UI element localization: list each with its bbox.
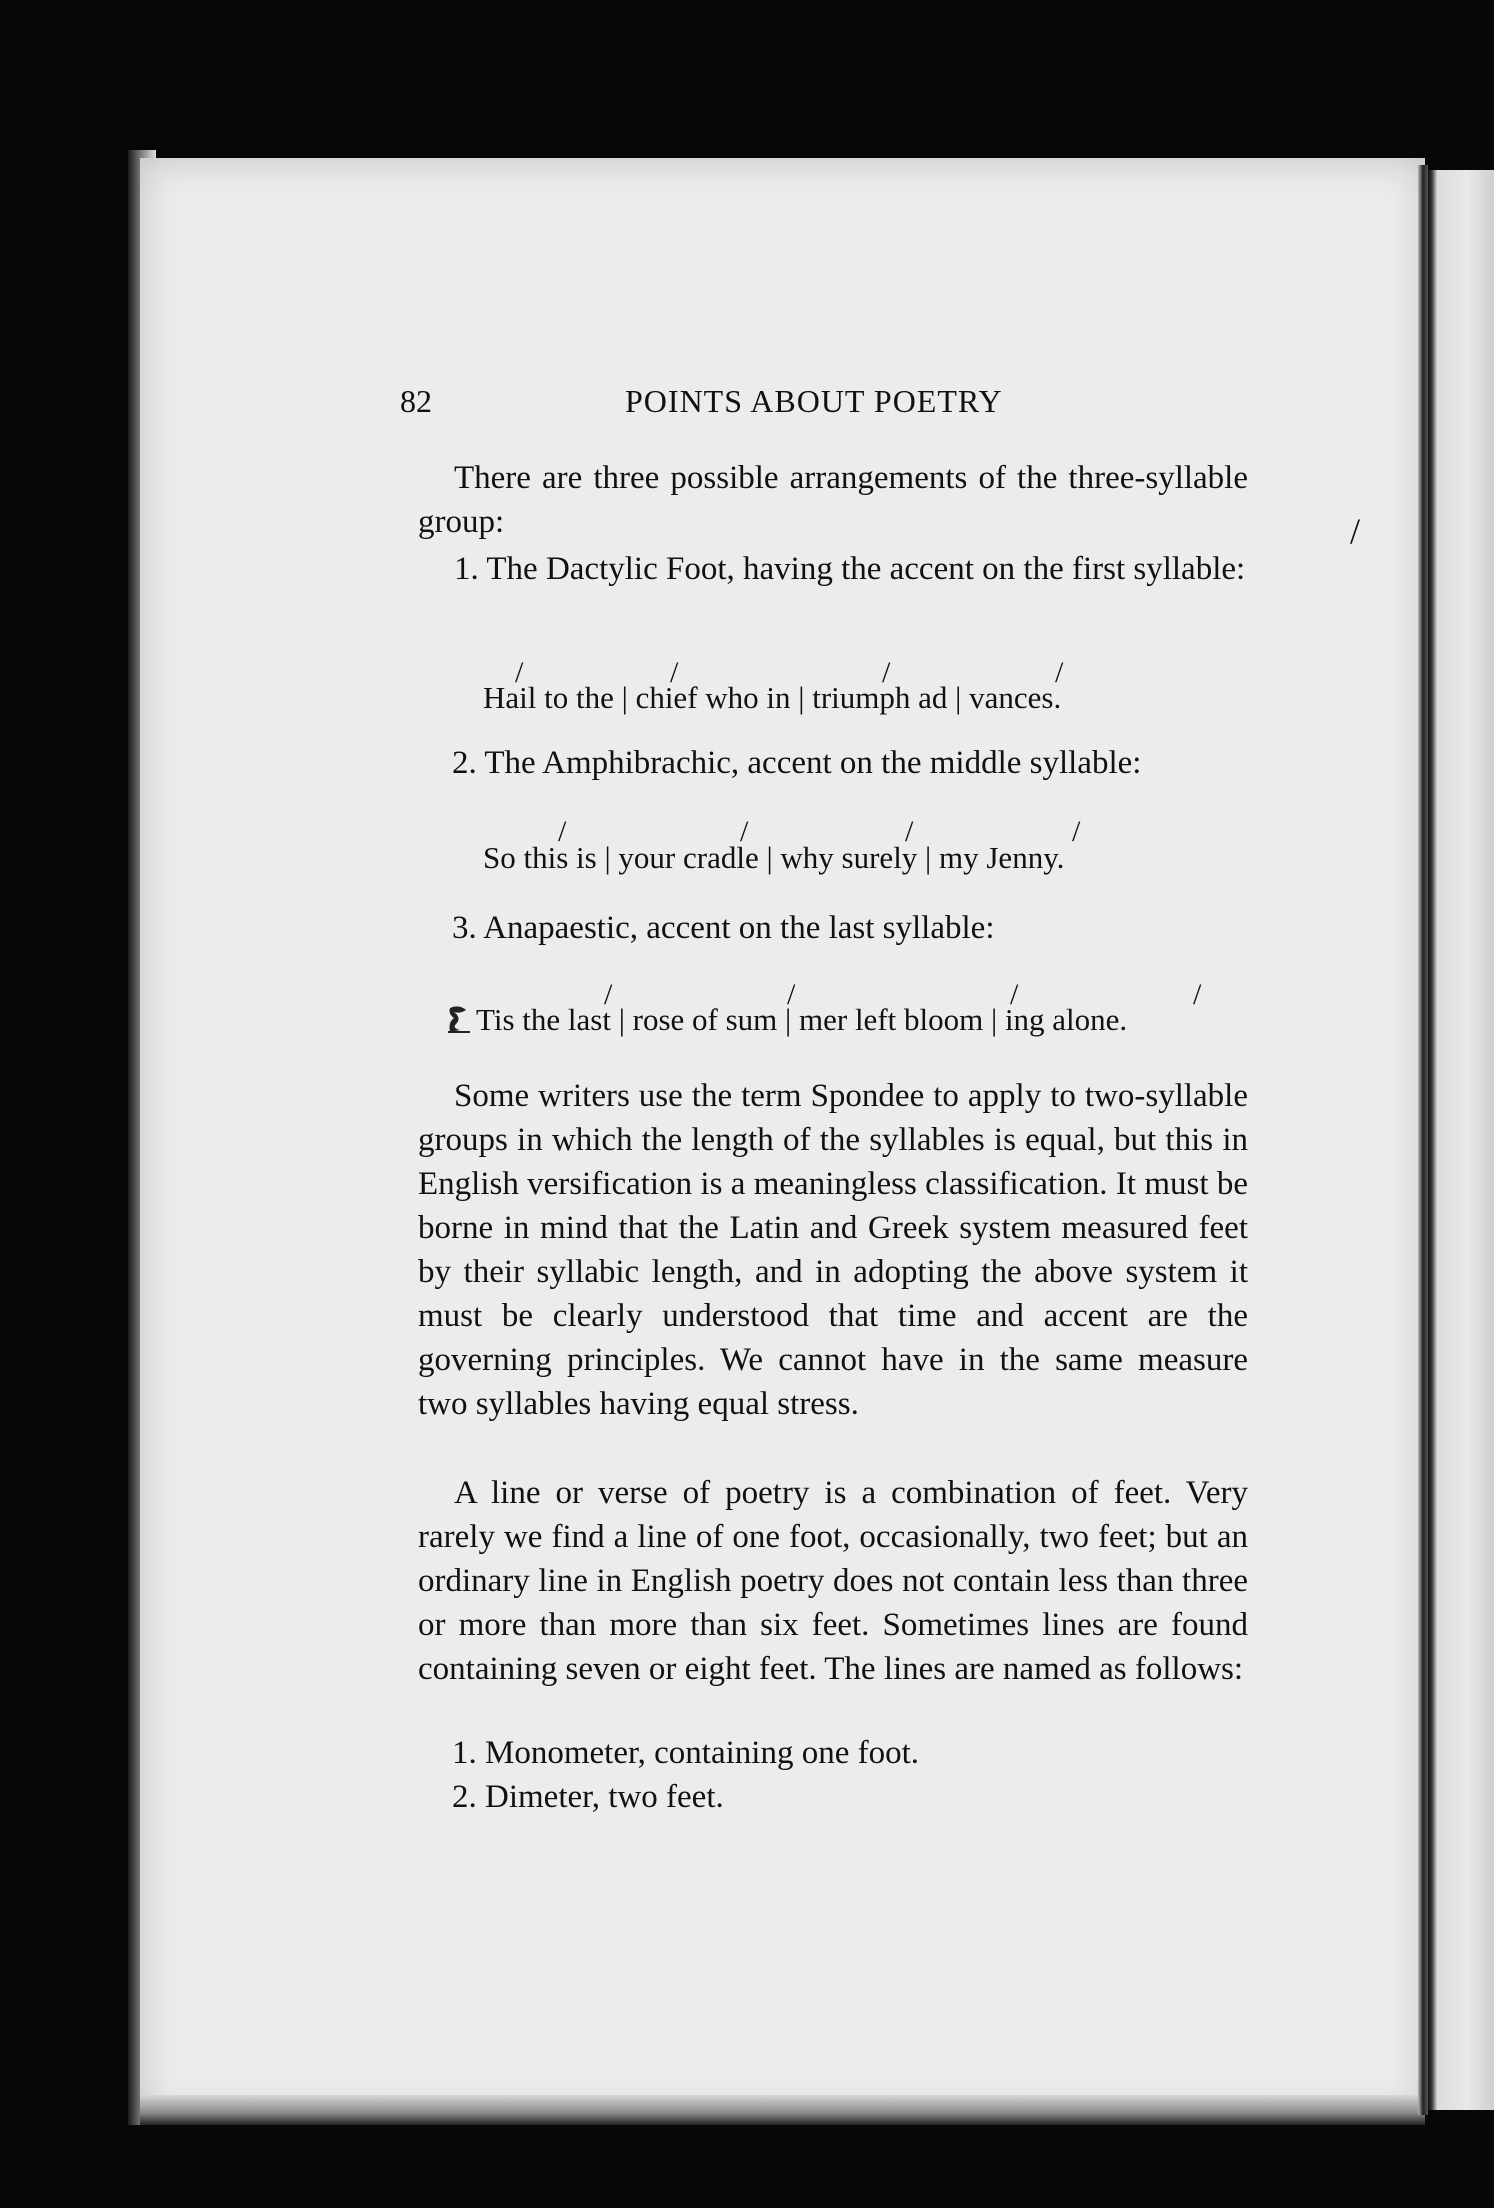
line-paragraph: A line or verse of poetry is a combination of feet. Very rarely we find a line of one foot, occasionally, two feet; but an ordinary line in English poetry does not contain less than three or more than more than six feet. Sometimes lines are found containing seven or eight feet. The lines are named as follows: bbox=[418, 1475, 1248, 1687]
line-name-monometer: 1. Monometer, containing one foot. bbox=[452, 1735, 919, 1771]
accent-mark: / bbox=[604, 978, 613, 1011]
accent-mark: / bbox=[515, 656, 524, 689]
margin-mark: / bbox=[1350, 511, 1361, 551]
gutter-shadow bbox=[1418, 165, 1428, 2115]
accent-mark: / bbox=[1193, 978, 1202, 1011]
example-anapaestic-text: Tis the last | rose of sum | mer left bloom | ing alone. bbox=[476, 1002, 1128, 1037]
example-dactylic: Hail to the | chief who in | triumph ad | vances. bbox=[483, 680, 1062, 715]
accent-mark: / bbox=[905, 815, 914, 848]
item-amphibrachic: 2. The Amphibrachic, accent on the middle syllable: bbox=[452, 745, 1142, 781]
item-anapaestic: 3. Anapaestic, accent on the last syllable: bbox=[452, 910, 995, 946]
accent-mark: / bbox=[1055, 656, 1064, 689]
accent-mark: / bbox=[787, 978, 796, 1011]
accent-mark: / bbox=[740, 815, 749, 848]
running-title: POINTS ABOUT POETRY bbox=[625, 383, 1003, 419]
line-name-dimeter: 2. Dimeter, two feet. bbox=[452, 1779, 724, 1815]
page-bottom-edge bbox=[140, 2095, 1425, 2125]
example-amphibrachic: So this is | your cradle | why surely | my Jenny. bbox=[483, 840, 1065, 875]
item-dactylic: 1. The Dactylic Foot, having the accent on the first syllable: bbox=[454, 551, 1246, 587]
next-page-edge bbox=[1428, 170, 1494, 2110]
ornament-icon bbox=[446, 1004, 472, 1034]
accent-mark: / bbox=[558, 815, 567, 848]
page-number: 82 bbox=[400, 383, 432, 419]
accent-mark: / bbox=[1010, 978, 1019, 1011]
example-anapaestic bbox=[446, 1002, 1127, 1038]
accent-mark: / bbox=[882, 656, 891, 689]
accent-mark: / bbox=[1072, 815, 1081, 848]
accent-mark: / bbox=[670, 656, 679, 689]
spondee-paragraph: Some writers use the term Spondee to apply to two-syllable groups in which the length of the syllables is equal, but this in English versification is a meaningless classification. It must be borne in mind that the Latin and Greek system measured feet by their syllabic length, and in adopting the above system it must be clearly understood that time and accent are the governing principles. We cannot have in the same measure two syllables having equal stress. bbox=[418, 1078, 1248, 1422]
intro-paragraph: There are three possible arrangements of the three-syllable group: bbox=[418, 460, 1248, 540]
